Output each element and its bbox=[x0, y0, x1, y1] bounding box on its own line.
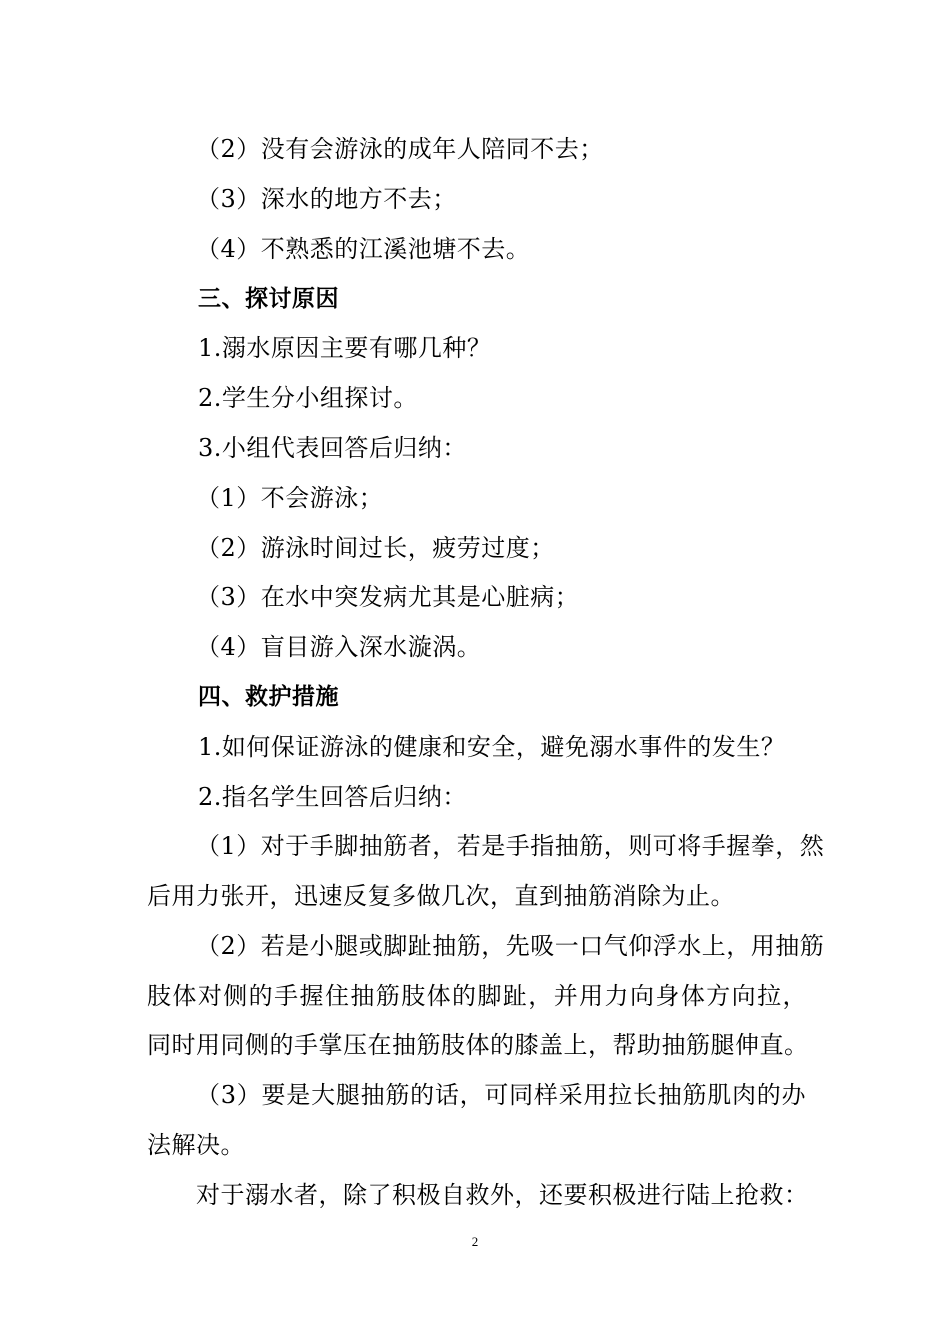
list-item-unfamiliar-water: （4）不熟悉的江溪池塘不去。 bbox=[196, 235, 531, 263]
paragraph-thigh-cramp-line1: （3）要是大腿抽筋的话，可同样采用拉长抽筋肌肉的办 bbox=[196, 1081, 806, 1109]
paragraph-summary-intro: 3.小组代表回答后归纳： bbox=[198, 434, 467, 462]
paragraph-thigh-cramp-line2: 法解决。 bbox=[147, 1131, 245, 1159]
paragraph-student-answer: 2.指名学生回答后归纳： bbox=[198, 783, 467, 811]
paragraph-group-discussion: 2.学生分小组探讨。 bbox=[198, 384, 418, 412]
paragraph-question-safety: 1.如何保证游泳的健康和安全，避免溺水事件的发生？ bbox=[198, 733, 786, 761]
page-number: 2 bbox=[471, 1234, 479, 1249]
paragraph-leg-cramp-line2: 肢体对侧的手握住抽筋肢体的脚趾，并用力向身体方向拉， bbox=[147, 982, 807, 1010]
paragraph-question-causes: 1.溺水原因主要有哪几种？ bbox=[198, 334, 492, 362]
list-item-cannot-swim: （1）不会游泳； bbox=[196, 484, 384, 512]
paragraph-leg-cramp-line3: 同时用同侧的手掌压在抽筋肢体的膝盖上，帮助抽筋腿伸直。 bbox=[147, 1031, 809, 1059]
paragraph-hand-cramp-line2: 后用力张开，迅速反复多做几次，直到抽筋消除为止。 bbox=[147, 882, 735, 910]
section-heading-rescue: 四、救护措施 bbox=[198, 684, 339, 710]
list-item-whirlpool: （4）盲目游入深水漩涡。 bbox=[196, 633, 482, 661]
list-item-sudden-illness: （3）在水中突发病尤其是心脏病； bbox=[196, 583, 580, 611]
list-item-no-adult: （2）没有会游泳的成年人陪同不去； bbox=[196, 135, 604, 163]
list-item-fatigue: （2）游泳时间过长，疲劳过度； bbox=[196, 534, 555, 562]
paragraph-drowning-rescue: 对于溺水者，除了积极自救外，还要积极进行陆上抢救： bbox=[196, 1181, 809, 1209]
section-heading-causes: 三、探讨原因 bbox=[198, 286, 339, 312]
paragraph-hand-cramp-line1: （1）对于手脚抽筋者，若是手指抽筋，则可将手握拳，然 bbox=[196, 832, 825, 860]
list-item-deep-water: （3）深水的地方不去； bbox=[196, 185, 457, 213]
paragraph-leg-cramp-line1: （2）若是小腿或脚趾抽筋，先吸一口气仰浮水上，用抽筋 bbox=[196, 932, 825, 960]
